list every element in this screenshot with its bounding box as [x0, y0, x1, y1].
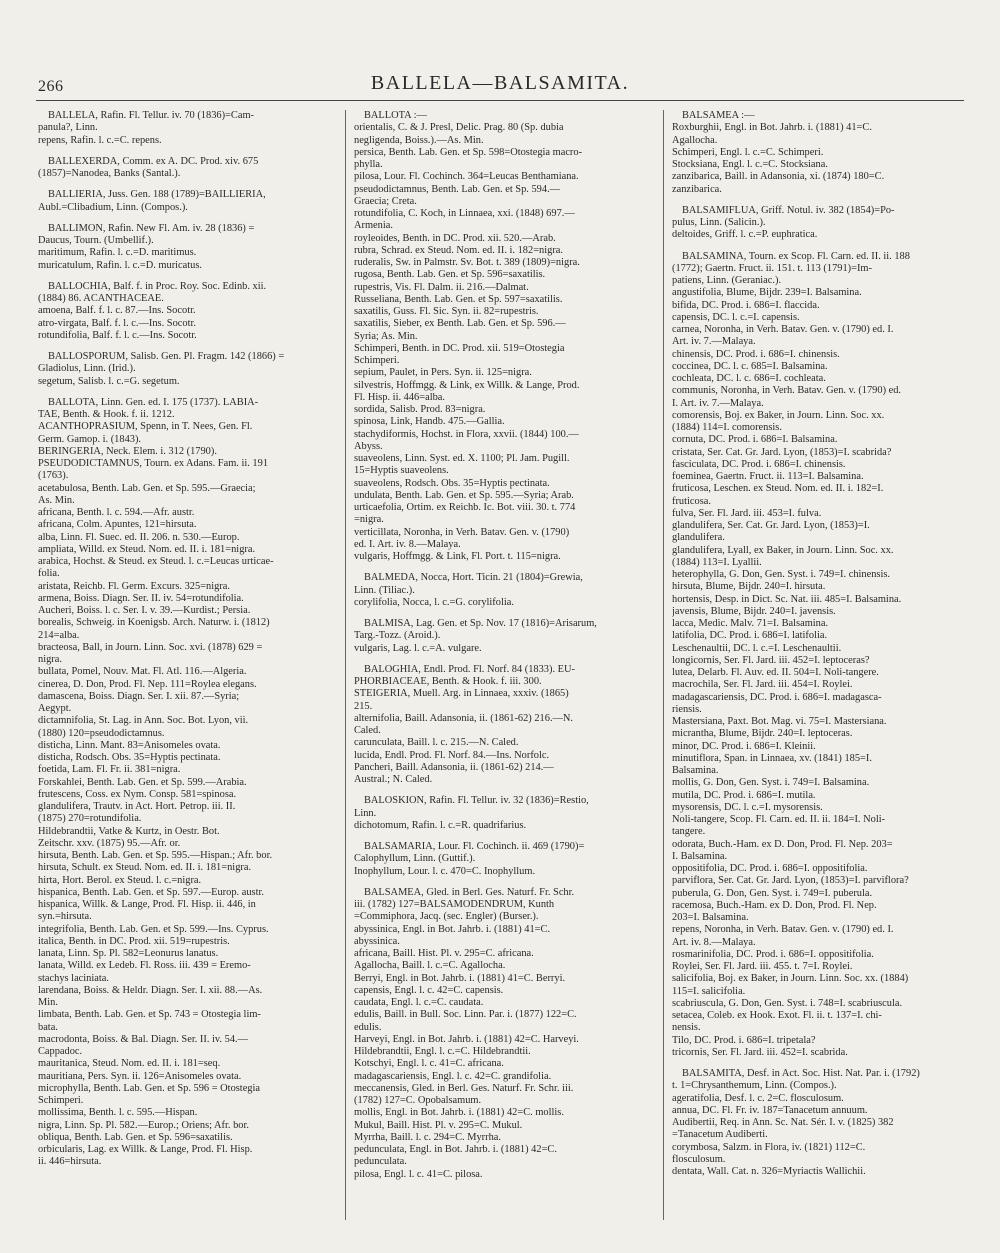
entry-line: BALSAMARIA, Lour. Fl. Cochinch. ii. 469 (1790)=	[364, 841, 585, 852]
entry-line: racemosa, Buch.-Ham. ex D. Don, Prod. Fl. Nep.	[672, 899, 877, 911]
entry-line: Myrrha, Baill. l. c. 294=C. Myrrha.	[354, 1131, 501, 1143]
entry-line: maritimum, Rafin. l. c.=D. maritimus.	[38, 247, 197, 259]
entry-line: ageratifolia, Desf. l. c. 2=C. flosculosum.	[672, 1092, 844, 1104]
entry-line: BALLIMON, Rafin. New Fl. Am. iv. 28 (1836) =	[48, 222, 255, 234]
entry-line: negligenda, Boiss.).—As. Min.	[354, 134, 484, 146]
entry-line: bata.	[38, 1021, 58, 1033]
entry-line: Berryi, Engl. in Bot. Jahrb. i. (1881) 41=C. Berryi.	[354, 972, 566, 984]
entry-line: Art. iv. 7.—Malaya.	[672, 336, 756, 348]
dictionary-entry	[38, 110, 336, 147]
dictionary-entry	[354, 887, 654, 1181]
entry-line: microphylla, Benth. Lab. Gen. et Sp. 596 = Otostegia	[38, 1082, 261, 1094]
entry-line: cristata, Ser. Cat. Gr. Jard. Lyon, (1853)=I. scabrida?	[672, 446, 892, 458]
entry-line: madagascariensis, DC. Prod. i. 686=I. madagasca-	[672, 691, 882, 703]
running-head: BALLELA—BALSAMITA.	[370, 72, 630, 94]
entry-line: Daucus, Tourn. (Umbellif.).	[38, 235, 154, 246]
entry-line: dentata, Wall. Cat. n. 326=Myriactis Wallichii.	[672, 1166, 866, 1177]
entry-line: (1884) 113=I. Lyallii.	[672, 556, 762, 568]
entry-line: puberula, G. Don, Gen. Syst. i. 749=I. puberula.	[672, 887, 873, 899]
entry-line: pulus, Linn. (Salicin.).	[672, 217, 766, 228]
entry-line: fulva, Ser. Fl. Jard. iii. 453=I. fulva.	[672, 507, 822, 519]
entry-line: zanzibarica.	[672, 183, 722, 195]
entry-line: mysorensis, DC. l. c.=I. mysorensis.	[672, 801, 823, 813]
entry-line: Targ.-Tozz. (Aroid.).	[354, 630, 441, 642]
entry-line: pilosa, Engl. l. c. 41=C. pilosa.	[354, 1168, 483, 1180]
entry-line: mauritiana, Pers. Syn. ii. 126=Anisomeles ovata.	[38, 1070, 242, 1082]
entry-line: carunculata, Baill. l. c. 215.—N. Caled.	[354, 737, 519, 749]
entry-line: Art. iv. 8.—Malaya.	[672, 936, 756, 948]
entry-line: pedunculata.	[354, 1156, 407, 1168]
entry-line: BALLELA, Rafin. Fl. Tellur. iv. 70 (1836)=Cam-	[48, 110, 254, 121]
entry-line: nigra.	[38, 654, 62, 665]
entry-line: salicifolia, Boj. ex Baker, in Journ. Linn. Soc. xx. (1884)	[672, 973, 909, 985]
entry-line: Hildebrandtii, Engl. l. c.=C. Hildebrandtii.	[354, 1046, 531, 1057]
entry-line: alba, Linn. Fl. Suec. ed. II. 206. n. 530.—Europ.	[38, 531, 240, 543]
entry-line: ruderalis, Sw. in Palmstr. Sv. Bot. t. 389 (1809)=nigra.	[354, 257, 580, 268]
entry-line: BALMISA, Lag. Gen. et Sp. Nov. 17 (1816)=Arisarum,	[364, 618, 597, 629]
entry-line: (1857)=Nanodea, Banks (Santal.).	[38, 168, 181, 179]
entry-line: BALMEDA, Nocca, Hort. Ticin. 21 (1804)=Grewia,	[364, 572, 583, 584]
entry-line: spinosa, Link, Handb. 475.—Gallia.	[354, 416, 505, 428]
entry-line: africana, Colm. Apuntes, 121=hirsuta.	[38, 519, 197, 531]
entry-line: BALLOCHIA, Balf. f. in Proc. Roy. Soc. Edinb. xii.	[48, 280, 267, 292]
dictionary-entry	[354, 841, 654, 878]
dictionary-entry	[38, 189, 336, 214]
entry-line: As. Min.	[38, 494, 75, 506]
entry-line: BALOGHIA, Endl. Prod. Fl. Norf. 84 (1833). EU-	[364, 663, 575, 675]
entry-line: fruticosa, Leschen. ex Steud. Nom. ed. II. i. 182=I.	[672, 483, 884, 495]
entry-line: sepium, Paulet, in Pers. Syn. ii. 125=nigra.	[354, 367, 532, 379]
entry-line: glandulifera.	[672, 532, 725, 544]
entry-line: BALLIERIA, Juss. Gen. 188 (1789)=BAILLIERIA,	[48, 189, 266, 201]
entry-line: obliqua, Benth. Lab. Gen. et Sp. 596=saxatilis.	[38, 1131, 233, 1143]
entry-line: suaveolens, Rodsch. Obs. 35=Hyptis pectinata.	[354, 477, 550, 489]
entry-line: nigra, Linn. Sp. Pl. 582.—Europ.; Oriens; Afr. bor.	[38, 1119, 249, 1131]
entry-line: 115=I. salicifolia.	[672, 985, 746, 997]
entry-line: Audibertii, Req. in Ann. Sc. Nat. Sér. I. v. (1825) 382	[672, 1117, 894, 1128]
entry-line: meccanensis, Gled. in Berl. Ges. Naturf. Fr. Schr. iii.	[354, 1082, 574, 1094]
entry-line: undulata, Benth. Lab. Gen. et Sp. 595.—Syria; Arab.	[354, 489, 574, 501]
entry-line: I. Art. iv. 7.—Malaya.	[672, 397, 764, 409]
entry-line: suaveolens, Linn. Syst. ed. X. 1100; Pl. Jam. Pugill.	[354, 453, 570, 464]
entry-line: pedunculata, Engl. in Bot. Jahrb. i. (1881) 42=C.	[354, 1144, 557, 1155]
entry-line: deltoides, Griff. l. c.=P. euphratica.	[672, 229, 818, 241]
entry-line: Abyss.	[354, 440, 383, 452]
entry-line: chinensis, DC. Prod. i. 686=I. chinensis.	[672, 348, 840, 360]
entry-line: ACANTHOPRASIUM, Spenn, in T. Nees, Gen. Fl.	[38, 421, 253, 433]
entry-line: hirsuta, Blume, Bijdr. 240=I. hirsuta.	[672, 581, 826, 593]
entry-line: pseudodictamnus, Benth. Lab. Gen. et Sp. 594.—	[354, 183, 561, 195]
entry-line: capensis, Engl. l. c. 42=C. capensis.	[354, 984, 504, 996]
entry-line: lacca, Medic. Malv. 71=I. Balsamina.	[672, 618, 829, 629]
entry-line: Tilo, DC. Prod. i. 686=I. tripetala?	[672, 1034, 816, 1046]
entry-line: PHORBIACEAE, Benth. & Hook. f. iii. 300.	[354, 676, 542, 687]
entry-line: stachydiformis, Hochst. in Flora, xxvii. (1844) 100.—	[354, 428, 579, 440]
entry-line: glandulifera, Trautv. in Act. Hort. Petrop. iii. II.	[38, 801, 236, 812]
entry-line: setacea, Coleb. ex Hook. Exot. Fl. ii. t. 137=I. chi-	[672, 1010, 882, 1021]
entry-line: hirsuta, Benth. Lab. Gen. et Sp. 595.—Hispan.; Afr. bor.	[38, 850, 273, 861]
entry-line: BALSAMINA, Tourn. ex Scop. Fl. Carn. ed. II. ii. 188	[682, 250, 910, 262]
entry-line: zanzibarica, Baill. in Adansonia, xi. (1874) 180=C.	[672, 171, 885, 183]
entry-line: edulis.	[354, 1021, 382, 1033]
entry-line: sordida, Salisb. Prod. 83=nigra.	[354, 404, 486, 415]
dictionary-entry	[38, 156, 336, 181]
entry-line: amoena, Balf. f. l. c. 87.—Ins. Socotr.	[38, 305, 196, 317]
entry-line: mollissima, Benth. l. c. 595.—Hispan.	[38, 1107, 198, 1119]
dictionary-entry	[672, 205, 966, 242]
entry-line: damascena, Boiss. Diagn. Ser. I. xii. 87.—Syria;	[38, 690, 240, 702]
entry-line: iii. (1782) 127=BALSAMODENDRUM, Kunth	[354, 899, 555, 910]
entry-line: =Tanacetum Audiberti.	[672, 1129, 768, 1141]
entry-line: Germ. Gamop. i. (1843).	[38, 433, 142, 445]
entry-line: acetabulosa, Benth. Lab. Gen. et Sp. 595.—Graecia;	[38, 482, 256, 494]
entry-line: caudata, Engl. l. c.=C. caudata.	[354, 997, 484, 1008]
entry-line: phylla.	[354, 159, 383, 170]
entry-line: lutea, Delarb. Fl. Auv. ed. II. 504=I. Noli-tangere.	[672, 667, 879, 678]
entry-line: dichotomum, Rafin. l. c.=R. quadrifarius.	[354, 819, 527, 831]
entry-line: angustifolia, Blume, Bijdr. 239=I. Balsamina.	[672, 287, 862, 299]
entry-line: bracteosa, Ball, in Journ. Linn. Soc. xvi. (1878) 629 =	[38, 641, 263, 653]
entry-line: rotundifolia, C. Koch, in Linnaea, xxi. (1848) 697.—	[354, 208, 575, 219]
dictionary-entry	[38, 351, 336, 388]
entry-line: I. Balsamina.	[672, 850, 728, 862]
entry-line: orbicularis, Lag. ex Willk. & Lange, Prod. Fl. Hisp.	[38, 1144, 253, 1155]
entry-line: mutila, DC. Prod. i. 686=I. mutila.	[672, 789, 816, 801]
dictionary-entry	[38, 281, 336, 342]
entry-line: bullata, Pomel, Nouv. Mat. Fl. Atl. 116.—Algeria.	[38, 666, 247, 678]
entry-line: patiens, Linn. (Geraniac.).	[672, 275, 782, 286]
entry-line: BALSAMITA, Desf. in Act. Soc. Hist. Nat. Par. i. (1792)	[682, 1068, 920, 1079]
column-divider	[345, 110, 346, 1220]
entry-line: Gladiolus, Linn. (Irid.).	[38, 363, 136, 375]
entry-line: TAE, Benth. & Hook. f. ii. 1212.	[38, 409, 175, 420]
entry-line: parviflora, Ser. Cat. Gr. Jard. Lyon, (1853)=I. parviflora?	[672, 875, 909, 887]
dictionary-entry	[672, 1068, 966, 1178]
entry-line: =nigra.	[354, 514, 384, 526]
entry-line: 15=Hyptis suaveolens.	[354, 465, 449, 477]
entry-line: oppositifolia, DC. Prod. i. 686=I. oppositifolia.	[672, 863, 868, 874]
text-column-left	[38, 110, 336, 1245]
entry-line: (1884) 86. ACANTHACEAE.	[38, 293, 164, 304]
entry-line: verticillata, Noronha, in Verh. Batav. Gen. v. (1790)	[354, 526, 570, 538]
entry-line: silvestris, Hoffmgg. & Link, ex Willk. & Lange, Prod.	[354, 379, 580, 391]
entry-line: odorata, Buch.-Ham. ex D. Don, Prod. Fl. Nep. 203=	[672, 838, 893, 850]
entry-line: Calophyllum, Linn. (Guttif.).	[354, 853, 476, 865]
entry-line: arabica, Hochst. & Steud. ex Steud. l. c.=Leucas urticae-	[38, 556, 274, 567]
entry-line: Schimperi.	[354, 355, 400, 366]
dictionary-entry	[354, 110, 654, 563]
entry-line: BALSAMEA, Gled. in Berl. Ges. Naturf. Fr. Schr.	[364, 886, 575, 898]
entry-line: africana, Baill. Hist. Pl. v. 295=C. africana.	[354, 948, 534, 959]
entry-line: saxatilis, Sieber, ex Benth. Lab. Gen. et Sp. 596.—	[354, 318, 566, 330]
entry-line: cinerea, D. Don, Prod. Fl. Nep. 111=Roylea elegans.	[38, 678, 257, 690]
entry-line: Aegypt.	[38, 703, 72, 714]
entry-line: Pancheri, Baill. Adansonia, ii. (1861-62) 214.—	[354, 761, 554, 773]
entry-line: atro-virgata, Balf. f. l. c.—Ins. Socotr.	[38, 317, 196, 329]
entry-line: Armenia.	[354, 220, 393, 232]
header-rule	[36, 100, 964, 101]
entry-line: madagascariensis, Engl. l. c. 42=C. grandifolia.	[354, 1070, 552, 1082]
entry-line: Noli-tangere, Scop. Fl. Carn. ed. II. ii. 184=I. Noli-	[672, 814, 886, 825]
entry-line: mauritanica, Steud. Nom. ed. II. i. 181=seq.	[38, 1058, 221, 1070]
entry-line: hirta, Hort. Berol. ex Steud. l. c.=nigra.	[38, 874, 202, 886]
entry-line: (1772); Gaertn. Fruct. ii. 151. t. 113 (1791)=Im-	[672, 262, 872, 274]
entry-line: Graecia; Creta.	[354, 195, 417, 207]
entry-line: vulgaris, Hoffmgg. & Link, Fl. Port. t. 115=nigra.	[354, 551, 561, 562]
entry-line: alternifolia, Baill. Adansonia, ii. (1861-62) 216.—N.	[354, 712, 574, 724]
dictionary-entry	[672, 251, 966, 1060]
entry-line: minor, DC. Prod. i. 686=I. Kleinii.	[672, 740, 816, 752]
entry-line: panula?, Linn.	[38, 122, 98, 134]
entry-line: Roxburghii, Engl. in Bot. Jahrb. i. (1881) 41=C.	[672, 122, 872, 134]
entry-line: Schimperi.	[38, 1095, 84, 1106]
entry-line: coccinea, DC. l. c. 685=I. Balsamina.	[672, 360, 828, 372]
text-column-right	[672, 110, 966, 1245]
entry-line: (1763).	[38, 470, 69, 482]
entry-line: macrochila, Ser. Fl. Jard. iii. 454=I. Roylei.	[672, 679, 853, 691]
entry-line: rosmarinifolia, DC. Prod. i. 686=I. oppositifolia.	[672, 948, 874, 960]
entry-line: foeminea, Gaertn. Fruct. ii. 113=I. Balsamina.	[672, 471, 864, 482]
entry-line: mollis, Engl. in Bot. Jahrb. i. (1881) 42=C. mollis.	[354, 1107, 564, 1119]
entry-line: Syria; As. Min.	[354, 330, 418, 342]
entry-line: repens, Noronha, in Verh. Batav. Gen. v. (1790) ed. I.	[672, 924, 894, 936]
entry-line: pilosa, Lour. Fl. Cochinch. 364=Leucas Benthamiana.	[354, 171, 579, 183]
entry-line: hispanica, Benth. Lab. Gen. et Sp. 597.—Europ. austr.	[38, 886, 264, 898]
entry-line: armena, Boiss. Diagn. Ser. II. iv. 54=rotundifolia.	[38, 592, 244, 604]
entry-line: BALSAMEA :—	[682, 110, 755, 121]
entry-line: ampliata, Willd. ex Steud. Nom. ed. II. i. 181=nigra.	[38, 543, 256, 555]
entry-line: lucida, Endl. Prod. Fl. Norf. 84.—Ins. Norfolc.	[354, 749, 550, 761]
entry-line: Linn.	[354, 807, 377, 819]
entry-line: longicornis, Ser. Fl. Jard. iii. 452=I. leptoceras?	[672, 654, 870, 666]
entry-line: Mastersiana, Paxt. Bot. Mag. vi. 75=I. Mastersiana.	[672, 716, 887, 727]
entry-line: Agallocha.	[672, 134, 718, 146]
entry-line: larendana, Boiss. & Heldr. Diagn. Ser. I. xii. 88.—As.	[38, 984, 263, 996]
entry-line: heterophylla, G. Don, Gen. Syst. i. 749=I. chinensis.	[672, 569, 890, 580]
entry-line: disticha, Linn. Mant. 83=Anisomeles ovata.	[38, 739, 221, 751]
entry-line: royleoides, Benth. in DC. Prod. xii. 520.—Arab.	[354, 232, 556, 244]
entry-line: orientalis, C. & J. Presl, Delic. Prag. 80 (Sp. dubia	[354, 122, 564, 134]
entry-line: Agallocha, Baill. l. c.=C. Agallocha.	[354, 960, 506, 972]
entry-line: Linn. (Tiliac.).	[354, 584, 415, 596]
entry-line: t. 1=Chrysanthemum, Linn. (Compos.).	[672, 1080, 837, 1092]
entry-line: mollis, G. Don, Gen. Syst. i. 749=I. Balsamina.	[672, 777, 870, 789]
entry-line: Mukul, Baill. Hist. Pl. v. 295=C. Mukul.	[354, 1119, 523, 1131]
entry-line: (1782) 127=C. Opobalsamum.	[354, 1095, 482, 1106]
entry-line: edulis, Baill. in Bull. Soc. Linn. Par. i. (1877) 122=C.	[354, 1009, 577, 1021]
entry-line: minutiflora, Span. in Linnaea, xv. (1841) 185=I.	[672, 752, 872, 764]
entry-line: BALSAMIFLUA, Griff. Notul. iv. 382 (1854)=Po-	[682, 204, 895, 216]
entry-line: (1880) 120=pseudodictamnus.	[38, 727, 165, 739]
entry-line: Caled.	[354, 725, 381, 736]
dictionary-entry	[354, 572, 654, 609]
entry-line: ii. 446=hirsuta.	[38, 1156, 102, 1168]
entry-line: tangere.	[672, 826, 706, 838]
entry-line: lanata, Willd. ex Ledeb. Fl. Ross. iii. 439 = Eremo-	[38, 960, 251, 972]
entry-line: cochleata, DC. l. c. 686=I. cochleata.	[672, 373, 826, 384]
entry-line: Harveyi, Engl. in Bot. Jahrb. i. (1881) 42=C. Harveyi.	[354, 1033, 579, 1045]
entry-line: Russeliana, Benth. Lab. Gen. et Sp. 597=saxatilis.	[354, 293, 563, 305]
entry-line: aristata, Reichb. Fl. Germ. Excurs. 325=nigra.	[38, 580, 230, 592]
entry-line: Schimperi, Benth. in DC. Prod. xii. 519=Otostegia	[354, 342, 565, 354]
dictionary-entry	[354, 664, 654, 787]
entry-line: persica, Benth. Lab. Gen. et Sp. 598=Otostegia macro-	[354, 146, 583, 158]
entry-line: Forskahlei, Benth. Lab. Gen. et Sp. 599.—Arabia.	[38, 776, 247, 788]
entry-line: repens, Rafin. l. c.=C. repens.	[38, 134, 162, 146]
entry-line: folia.	[38, 568, 60, 580]
entry-line: latifolia, DC. Prod. i. 686=I. latifolia.	[672, 630, 828, 642]
entry-line: integrifolia, Benth. Lab. Gen. et Sp. 599.—Ins. Cyprus.	[38, 923, 269, 935]
entry-line: communis, Noronha, in Verh. Batav. Gen. v. (1790) ed.	[672, 385, 902, 397]
entry-line: frutescens, Coss. ex Nym. Consp. 581=spinosa.	[38, 788, 237, 800]
entry-line: BALOSKION, Rafin. Fl. Tellur. iv. 32 (1836)=Restio,	[364, 795, 589, 807]
entry-line: Balsamina.	[672, 765, 719, 776]
entry-line: (1875) 270=rotundifolia.	[38, 813, 142, 825]
entry-line: urticaefolia, Ortim. ex Reichb. Ic. Bot. viii. 30. t. 774	[354, 502, 576, 513]
entry-line: borealis, Schweig. in Koenigsb. Arch. Naturw. i. (1812)	[38, 617, 270, 629]
entry-line: nensis.	[672, 1022, 701, 1034]
entry-line: (1884) 114=I. comorensis.	[672, 422, 782, 433]
entry-line: annua, DC. Fl. Fr. iv. 187=Tanacetum annuum.	[672, 1104, 868, 1116]
text-column-middle	[354, 110, 654, 1245]
entry-line: macrodonta, Boiss. & Bal. Diagn. Ser. II. iv. 54.—	[38, 1033, 248, 1045]
entry-line: tricornis, Ser. Fl. Jard. iii. 452=I. scabrida.	[672, 1046, 848, 1058]
page-number: 266	[38, 78, 64, 95]
entry-line: corymbosa, Salzm. in Flora, iv. (1821) 112=C.	[672, 1141, 866, 1153]
entry-line: BALLOSPORUM, Salisb. Gen. Pl. Fragm. 142 (1866) =	[48, 351, 285, 362]
entry-line: 215.	[354, 700, 373, 712]
entry-line: rubra, Schrad. ex Steud. Nom. ed. II. i. 182=nigra.	[354, 244, 564, 256]
entry-line: africana, Benth. l. c. 594.—Afr. austr.	[38, 507, 195, 518]
entry-line: javensis, Blume, Bijdr. 240=I. javensis.	[672, 605, 836, 617]
entry-line: foetida, Lam. Fl. Fr. ii. 381=nigra.	[38, 764, 181, 776]
entry-line: glandulifera, Ser. Cat. Gr. Jard. Lyon, (1853)=I.	[672, 520, 870, 531]
entry-line: hirsuta, Schult. ex Steud. Nom. ed. II. i. 181=nigra.	[38, 862, 252, 874]
entry-line: comorensis, Boj. ex Baker, in Journ. Linn. Soc. xx.	[672, 409, 885, 421]
entry-line: fruticosa.	[672, 495, 711, 507]
entry-line: syn.=hirsuta.	[38, 911, 92, 923]
entry-line: carnea, Noronha, in Verh. Batav. Gen. v. (1790) ed. I.	[672, 324, 894, 335]
entry-line: Kotschyi, Engl. l. c. 41=C. africana.	[354, 1058, 504, 1070]
entry-line: Stocksiana, Engl. l. c.=C. Stocksiana.	[672, 159, 828, 170]
entry-line: muricatulum, Rafin. l. c.=D. muricatus.	[38, 259, 202, 271]
entry-line: hispanica, Willk. & Lange, Prod. Fl. Hisp. ii. 446, in	[38, 899, 256, 910]
entry-line: rugosa, Benth. Lab. Gen. et Sp. 596=saxatilis.	[354, 269, 546, 281]
entry-line: cornuta, DC. Prod. i. 686=I. Balsamina.	[672, 434, 838, 446]
entry-line: Aucheri, Boiss. l. c. Ser. I. v. 39.—Kurdist.; Persia.	[38, 605, 251, 616]
column-divider	[663, 110, 664, 1220]
entry-line: abyssinica.	[354, 935, 400, 947]
entry-line: Schimperi, Engl. l. c.=C. Schimperi.	[672, 146, 824, 158]
entry-line: ed. I. Art. iv. 8.—Malaya.	[354, 538, 461, 550]
entry-line: stachys laciniata.	[38, 972, 109, 984]
entry-line: segetum, Salisb. l. c.=G. segetum.	[38, 375, 180, 387]
dictionary-entry	[354, 795, 654, 832]
entry-line: =Commiphora, Jacq. (sec. Engler) (Burser.).	[354, 911, 539, 923]
dictionary-entry	[672, 110, 966, 196]
entry-line: BALLEXERDA, Comm. ex A. DC. Prod. xiv. 675	[48, 155, 259, 167]
entry-line: BERINGERIA, Neck. Elem. i. 312 (1790).	[38, 445, 217, 457]
entry-line: riensis.	[672, 703, 702, 715]
entry-line: bifida, DC. Prod. i. 686=I. flaccida.	[672, 299, 820, 311]
entry-line: Fl. Hisp. ii. 446=alba.	[354, 391, 446, 403]
entry-line: glandulifera, Lyall, ex Baker, in Journ. Linn. Soc. xx.	[672, 544, 894, 556]
entry-line: BALLOTA :—	[364, 110, 427, 121]
entry-line: abyssinica, Engl. in Bot. Jahrb. i. (1881) 41=C.	[354, 923, 551, 935]
entry-line: Min.	[38, 997, 58, 1008]
dictionary-entry	[38, 397, 336, 1169]
entry-line: lanata, Linn. Sp. Pl. 582=Leonurus lanatus.	[38, 948, 219, 959]
entry-line: limbata, Benth. Lab. Gen. et Sp. 743 = Otostegia lim-	[38, 1009, 261, 1021]
entry-line: saxatilis, Guss. Fl. Sic. Syn. ii. 82=rupestris.	[354, 306, 539, 317]
entry-line: 203=I. Balsamina.	[672, 912, 749, 923]
entry-line: disticha, Rodsch. Obs. 35=Hyptis pectinata.	[38, 752, 221, 763]
entry-line: fasciculata, DC. Prod. i. 686=I. chinensis.	[672, 458, 846, 470]
entry-line: scabriuscula, G. Don, Gen. Syst. i. 748=I. scabriuscula.	[672, 997, 903, 1009]
entry-line: rupestris, Vis. Fl. Dalm. ii. 216.—Dalmat.	[354, 281, 529, 293]
entry-line: Inophyllum, Lour. l. c. 470=C. Inophyllum.	[354, 865, 536, 877]
entry-line: hortensis, Desp. in Dict. Sc. Nat. iii. 485=I. Balsamina.	[672, 593, 902, 605]
entry-line: Austral.; N. Caled.	[354, 774, 433, 785]
entry-line: capensis, DC. l. c.=I. capensis.	[672, 311, 800, 323]
entry-line: 214=alba.	[38, 629, 80, 641]
entry-line: rotundifolia, Balf. f. l. c.—Ins. Socotr.	[38, 329, 197, 341]
entry-line: Cappadoc.	[38, 1046, 83, 1057]
entry-line: STEIGERIA, Muell. Arg. in Linnaea, xxxiv. (1865)	[354, 688, 569, 700]
entry-line: italica, Benth. in DC. Prod. xii. 519=rupestris.	[38, 935, 230, 947]
entry-line: vulgaris, Lag. l. c.=A. vulgare.	[354, 642, 482, 654]
dictionary-entry	[38, 223, 336, 272]
entry-line: corylifolia, Nocca, l. c.=G. corylifolia.	[354, 596, 514, 608]
entry-line: BALLOTA, Linn. Gen. ed. I. 175 (1737). LABIA-	[48, 396, 259, 408]
entry-line: Hildebrandtii, Vatke & Kurtz, in Oestr. Bot.	[38, 825, 220, 837]
dictionary-entry	[354, 618, 654, 655]
entry-line: flosculosum.	[672, 1153, 726, 1165]
entry-line: Aubl.=Clibadium, Linn. (Compos.).	[38, 201, 188, 213]
entry-line: dictamnifolia, St. Lag. in Ann. Soc. Bot. Lyon, vii.	[38, 715, 249, 727]
entry-line: PSEUDODICTAMNUS, Tourn. ex Adans. Fam. ii. 191	[38, 458, 269, 469]
entry-line: Roylei, Ser. Fl. Jard. iii. 455. t. 7=I. Roylei.	[672, 961, 853, 972]
entry-line: micrantha, Blume, Bijdr. 240=I. leptoceras.	[672, 728, 853, 740]
entry-line: Zeitschr. xxv. (1875) 95.—Afr. or.	[38, 837, 181, 849]
entry-line: Leschenaultii, DC. l. c.=I. Leschenaultii.	[672, 642, 842, 654]
